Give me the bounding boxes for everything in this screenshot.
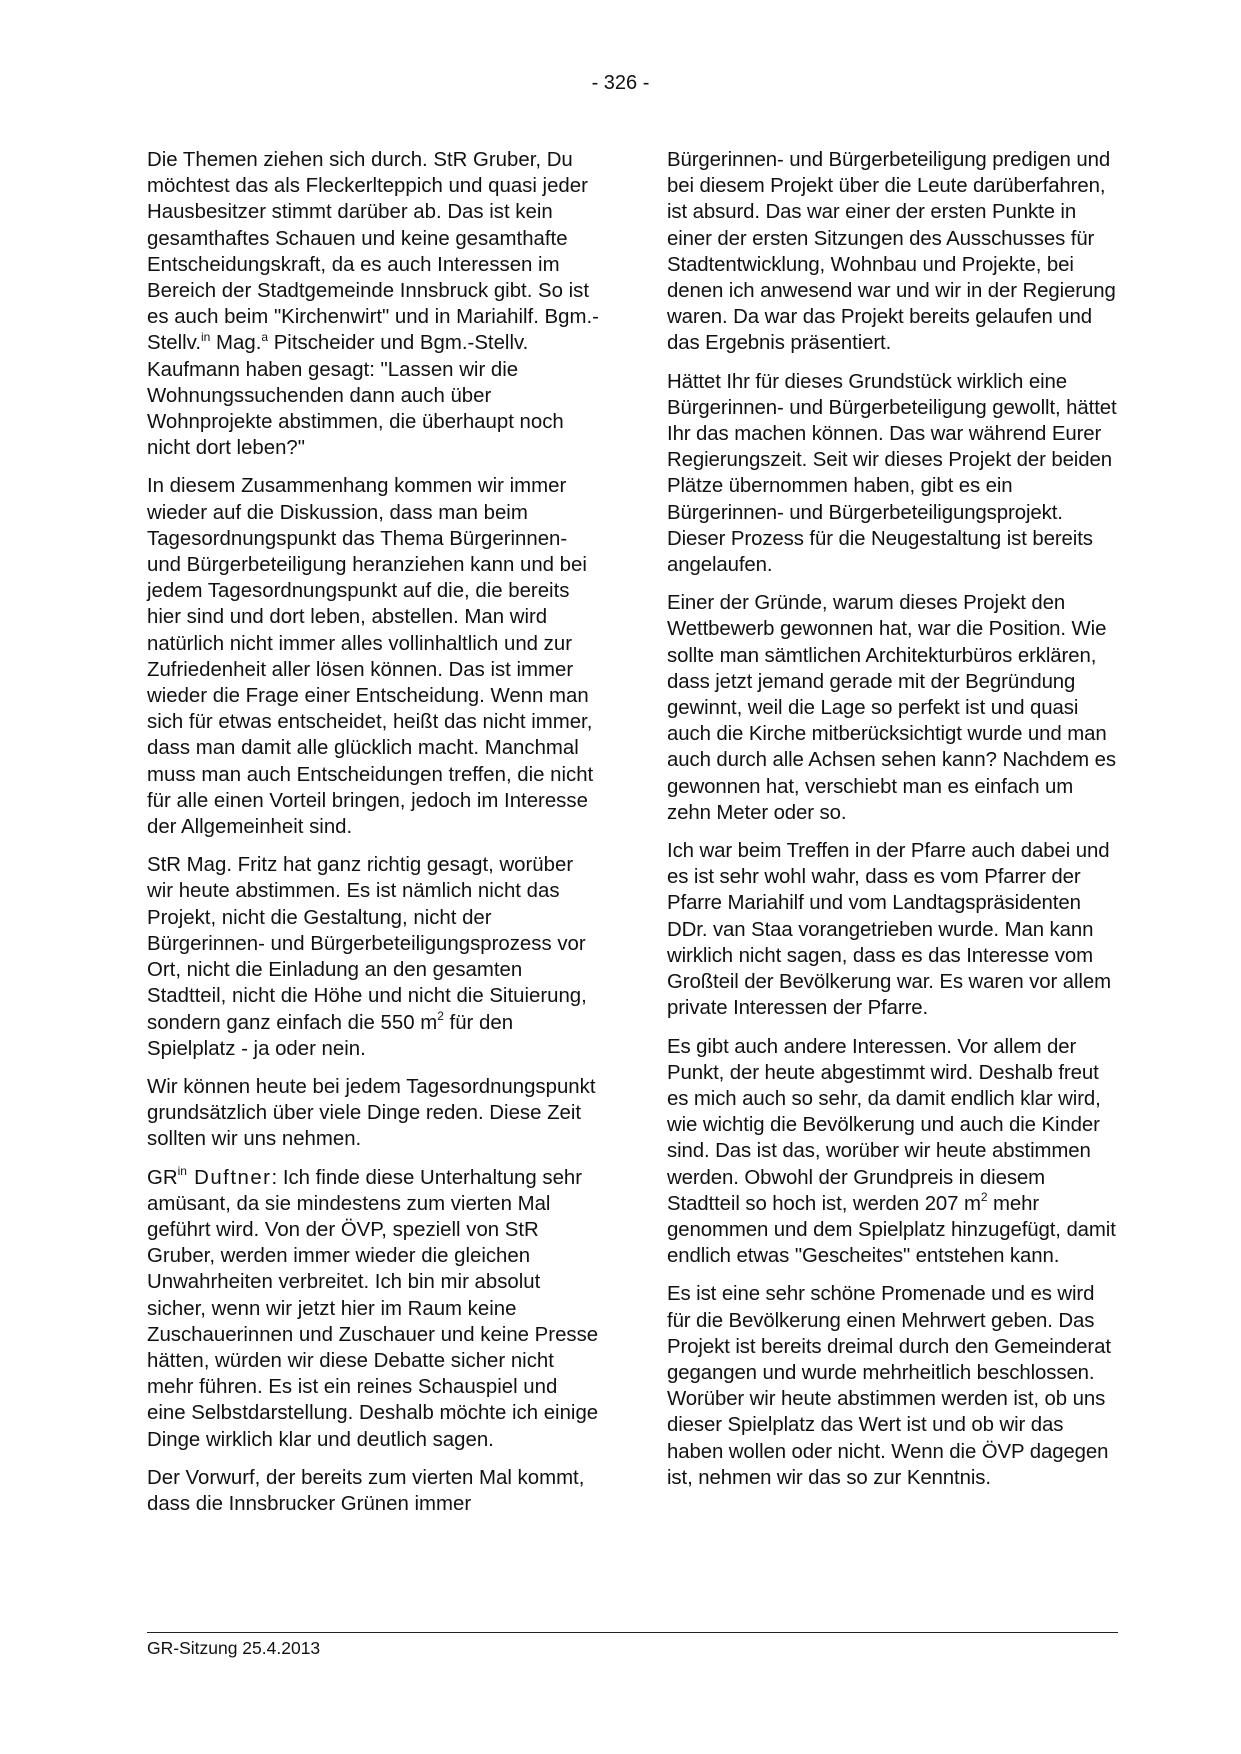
footer-session-date: GR-Sitzung 25.4.2013 <box>147 1638 321 1658</box>
paragraph: In diesem Zusammenhang kommen wir immer wieder auf die Diskussion, dass man beim Tagesordnungspunkt das Thema Bürgerinnen- und Bürgerbeteiligung heranziehen kann und bei jedem Tagesordnungspunkt auf die, die bereits hier sind und dort leben, abstellen. Man wird natürlich nicht immer alles vollinhaltlich und zur Zufriedenheit aller lösen können. Das ist immer wieder die Frage einer Entscheidung. Wenn man sich für etwas entscheidet, heißt das nicht immer, dass man damit alle glücklich macht. Manchmal muss man auch Entscheidungen treffen, die nicht für alle einen Vorteil bringen, jedoch im Interesse der Allgemeinheit sind. <box>147 475 594 839</box>
paragraph: Einer der Gründe, warum dieses Projekt den Wettbewerb gewonnen hat, war die Position. Wie sollte man sämtlichen Architekturbüros erklären, dass jetzt jemand gerade mit der Begründung gewinnt, weil die Lage so perfekt ist und quasi auch die Kirche mitberücksichtigt wurde und man auch durch alle Achsen sehen kann? Nachdem es gewonnen hat, verschiebt man es einfach um zehn Meter oder so. <box>667 592 1116 824</box>
paragraph: Es gibt auch andere Interessen. Vor allem der Punkt, der heute abgestimmt wird. Deshalb freut es mich auch so sehr, da damit endlich klar wird, wie wichtig die Bevölkerung und auch die Kinder sind. Das ist das, worüber wir heute abstimmen werden. Obwohl der Grundpreis in diesem Stadtteil so hoch ist, werden 207 $m^2$ mehr genommen und dem Spielplatz hinzugefügt, damit endlich etwas "Gescheites" entstehen kann. <box>667 1035 1116 1268</box>
left-column <box>147 147 600 1529</box>
page-number: - 326 - <box>591 72 650 94</box>
paragraph: Wir können heute bei jedem Tagesordnungspunkt grundsätzlich über viele Dinge reden. Diese Zeit sollten wir uns nehmen. <box>147 1075 596 1151</box>
speaker-paragraph: $GR^{in}$ Duftner: Ich finde diese Unterhaltung sehr amüsant, da sie mindestens zum vierten Mal geführt wird. Von der ÖVP, speziell von StR Gruber, werden immer wieder die gleichen Unwahrheiten verbreitet. Ich bin mir absolut sicher, wenn wir jetzt hier im Raum keine Zuschauerinnen und Zuschauer und keine Presse hätten, würden wir diese Debatte sicher nicht mehr führen. Es ist ein reines Schauspiel und eine Selbstdarstellung. Deshalb möchte ich einige Dinge wirklich klar und deutlich sagen. <box>147 1163 599 1451</box>
speaker-name: $GR^{in}$ Duftner <box>147 1163 272 1189</box>
paragraph: Bürgerinnen- und Bürgerbeteiligung predigen und bei diesem Projekt über die Leute darüberfahren, ist absurd. Das war einer der ersten Punkte in einer der ersten Sitzungen des Ausschusses für Stadtentwicklung, Wohnbau und Projekte, bei denen ich anwesend war und wir in der Regierung waren. Da war das Projekt bereits gelaufen und das Ergebnis präsentiert. <box>667 149 1116 355</box>
paragraph: Hättet Ihr für dieses Grundstück wirklich eine Bürgerinnen- und Bürgerbeteiligung gewollt, hättet Ihr das machen können. Das war während Eurer Regierungszeit. Seit wir dieses Projekt der beiden Plätze übernommen haben, gibt es ein Bürgerinnen- und Bürgerbeteiligungsprojekt. Dieser Prozess für die Neugestaltung ist bereits angelaufen. <box>667 370 1117 577</box>
paragraph: Ich war beim Treffen in der Pfarre auch dabei und es ist sehr wohl wahr, dass es vom Pfarrer der Pfarre Mariahilf und vom Landtagspräsidenten DDr. van Staa vorangetrieben wurde. Man kann wirklich nicht sagen, dass es das Interesse vom Großteil der Bevölkerung war. Es waren vor allem private Interessen der Pfarre. <box>667 840 1111 1020</box>
paragraph: StR Mag. Fritz hat ganz richtig gesagt, worüber wir heute abstimmen. Es ist nämlich nicht das Projekt, nicht die Gestaltung, nicht der Bürgerinnen- und Bürgerbeteiligungsprozess vor Ort, nicht die Einladung an den gesamten Stadtteil, nicht die Höhe und nicht die Situierung, sondern ganz einfach die 550 $m^2$ für den Spielplatz - ja oder nein. <box>147 854 587 1060</box>
footer-divider <box>147 1632 1118 1633</box>
paragraph: Der Vorwurf, der bereits zum vierten Mal kommt, dass die Innsbrucker Grünen immer <box>147 1466 585 1515</box>
paragraph: Es ist eine sehr schöne Promenade und es wird für die Bevölkerung einen Mehrwert geben. Das Projekt ist bereits dreimal durch den Gemeinderat gegangen und wurde mehrheitlich beschlossen. Worüber wir heute abstimmen werden ist, ob uns dieser Spielplatz das Wert ist und ob wir das haben wollen oder nicht. Wenn die ÖVP dagegen ist, nehmen wir das so zur Kenntnis. <box>667 1283 1111 1489</box>
paragraph: Die Themen ziehen sich durch. StR Gruber, Du möchtest das als Fleckerlteppich und quasi jeder Hausbesitzer stimmt darüber ab. Das ist kein gesamthaftes Schauen und keine gesamthafte Entscheidungskraft, da es auch Interessen im Bereich der Stadtgemeinde Innsbruck gibt. So ist es auch beim "Kirchenwirt" und in Mariahilf. Bgm.-Stellv.$^{in}$ Mag.$^a$ Pitscheider und Bgm.-Stellv. Kaufmann haben gesagt: "Lassen wir die Wohnungssuchenden dann auch über Wohnprojekte abstimmen, die überhaupt noch nicht dort leben?" <box>147 149 599 460</box>
right-column <box>667 147 1118 1503</box>
